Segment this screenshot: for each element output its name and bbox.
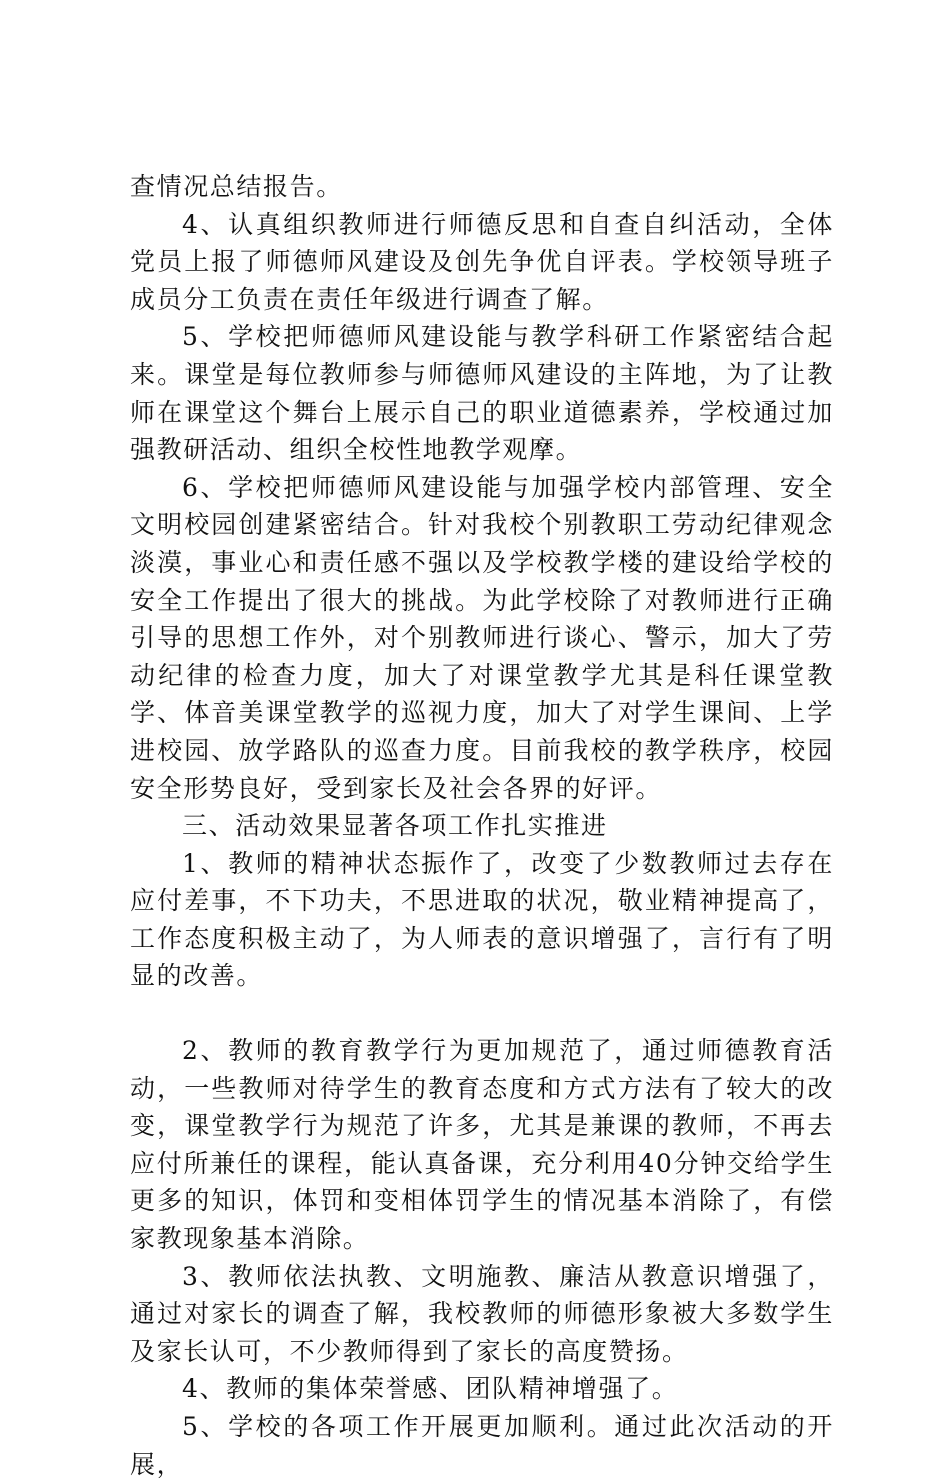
- paragraph-result-5-work-progress: 5、学校的各项工作开展更加顺利。通过此次活动的开展，: [130, 1412, 834, 1479]
- paragraph-result-3-law-awareness: 3、教师依法执教、文明施教、廉洁从教意识增强了，通过对家长的调查了解，我校教师的师德形象被大多数学生及家长认可，不少教师得到了家长的高度赞扬。: [130, 1261, 834, 1366]
- paragraph-item-4-self-check: 4、认真组织教师进行师德反思和自查自纠活动，全体党员上报了师德师风建设及创先争优自评表。学校领导班子成员分工负责在责任年级进行调查了解。: [130, 209, 834, 314]
- paragraph-continuation: 查情况总结报告。: [130, 172, 343, 201]
- paragraph-item-6-school-management: 6、学校把师德师风建设能与加强学校内部管理、安全文明校园创建紧密结合。针对我校个别教职工劳动纪律观念淡漠，事业心和责任感不强以及学校教学楼的建设给学校的安全工作提出了很大的挑战。为此学校除了对教师进行正确引导的思想工作外，对个别教师进行谈心、警示，加大了劳动纪律的检查力度，加大了对课堂教学尤其是科任课堂教学、体音美课堂教学的巡视力度，加大了对学生课间、上学进校园、放学路队的巡查力度。目前我校的教学秩序，校园安全形势良好，受到家长及社会各界的好评。: [130, 472, 834, 803]
- paragraph-result-1-spirit: 1、教师的精神状态振作了，改变了少数教师过去存在应付差事，不下功夫，不思进取的状况，敬业精神提高了，工作态度积极主动了，为人师表的意识增强了，言行有了明显的改善。: [130, 848, 834, 991]
- paragraph-spacer: [130, 995, 834, 1032]
- paragraph-result-4-team-spirit: 4、教师的集体荣誉感、团队精神增强了。: [182, 1374, 679, 1404]
- paragraph-item-5-teaching-research: 5、学校把师德师风建设能与教学科研工作紧密结合起来。课堂是每位教师参与师德师风建设的主阵地，为了让教师在课堂这个舞台上展示自己的职业道德素养，学校通过加强教研活动、组织全校性地教学观摩。: [130, 322, 834, 465]
- document-body: [130, 168, 834, 1483]
- paragraph-result-2-teaching-behavior: 2、教师的教育教学行为更加规范了，通过师德教育活动，一些教师对待学生的教育态度和方式方法有了较大的改变，课堂教学行为规范了许多，尤其是兼课的教师，不再去应付所兼任的课程，能认真备课，充分利用40分钟交给学生更多的知识，体罚和变相体罚学生的情况基本消除了，有偿家教现象基本消除。: [130, 1036, 834, 1254]
- section-heading-three: 三、活动效果显著各项工作扎实推进: [182, 811, 608, 841]
